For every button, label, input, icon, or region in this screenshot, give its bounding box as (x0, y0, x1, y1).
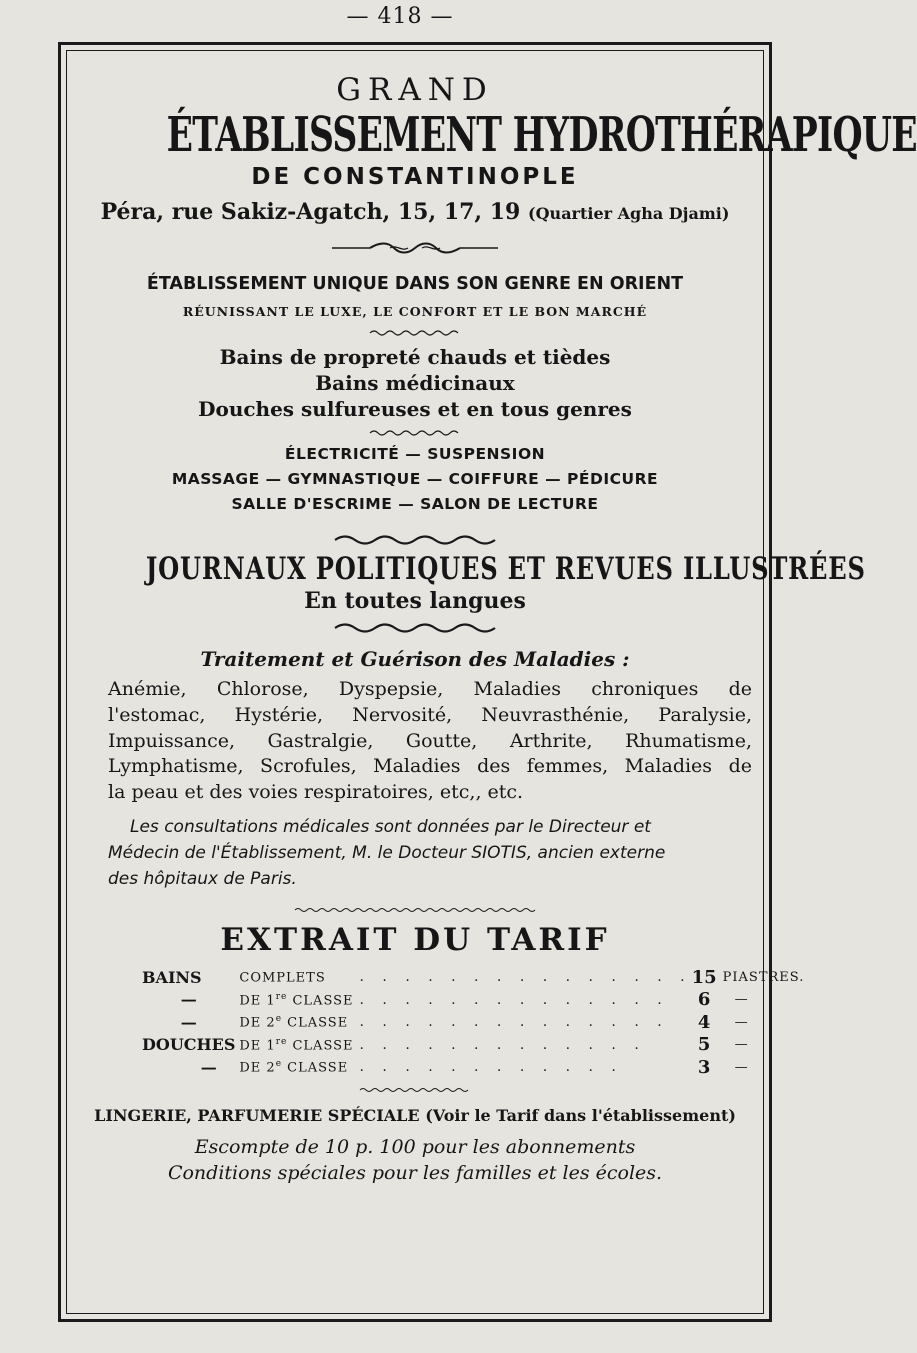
tarif-desc-text: DE 1 (239, 1037, 276, 1053)
maladies-line: la peau et des voies respiratoires, etc,, etc. (108, 781, 524, 804)
tarif-desc (239, 988, 353, 1011)
tarif-desc-text: DE 2 (239, 1060, 276, 1076)
address-street: Péra, rue Sakiz-Agatch, 15, 17, 19 (100, 199, 521, 225)
ornament-flourish (330, 240, 500, 256)
tarif-desc-text: COMPLETS (239, 970, 326, 986)
bains-line-1: Bains de propreté chauds et tièdes (219, 345, 611, 369)
maladies-line: Anémie, Chlorose, Dyspepsie, Maladies chroniques de (108, 678, 752, 700)
tarif-desc-text: DE 1 (239, 992, 276, 1008)
tarif-title: EXTRAIT DU TARIF (220, 921, 610, 958)
tarif-desc-sup: re (275, 1036, 288, 1047)
tarif-unit: — (734, 1014, 749, 1030)
tarif-row (142, 1011, 804, 1034)
consultation-line: des hôpitaux de Paris. (108, 868, 297, 889)
tarif-row (142, 988, 804, 1011)
journaux-title: JOURNAUX POLITIQUES ET REVUES ILLUSTRÉES (145, 551, 866, 587)
tarif-price: 3 (697, 1056, 711, 1078)
tarif-dots: . . . . . . . . . . . . . . (359, 991, 669, 1008)
tarif-desc-text: DE 2 (239, 1015, 276, 1031)
tarif-desc (239, 1056, 353, 1079)
header-title: ÉTABLISSEMENT HYDROTHÉRAPIQUE (166, 107, 917, 163)
maladies-line: Impuissance, Gastralgie, Goutte, Arthrite, Rhumatisme, (108, 729, 752, 752)
tarif-key: BAINS (142, 967, 202, 987)
footer-line-1: Escompte de 10 p. 100 pour les abonnements (194, 1136, 636, 1159)
tarif-row (142, 966, 804, 989)
header-address (70, 196, 760, 230)
traitement-heading: Traitement et Guérison des Maladies : (200, 647, 630, 671)
tarif-dots: . . . . . . . . . . . . . . (359, 1014, 669, 1031)
tarif-price: 5 (697, 1034, 711, 1056)
page-number: — 418 — (346, 4, 454, 29)
tarif-desc (239, 1033, 353, 1056)
tarif-unit: — (734, 1037, 749, 1053)
tarif-desc-after: CLASSE (282, 1060, 349, 1076)
tarif-desc-after: CLASSE (282, 1015, 349, 1031)
tarif-price: 15 (691, 966, 717, 988)
footer-line-2: Conditions spéciales pour les familles et les écoles. (167, 1162, 663, 1185)
tarif-key: DOUCHES (142, 1035, 236, 1055)
tarif-unit: — (734, 992, 749, 1008)
tarif-desc-after: CLASSE (287, 1037, 354, 1053)
tarif-desc (239, 966, 353, 989)
tagline-reunissant: RÉUNISSANT LE LUXE, LE CONFORT ET LE BON MARCHÉ (182, 304, 648, 319)
tarif-dots: . . . . . . . . . . . . . . . (359, 969, 692, 986)
consultation-line: Médecin de l'Établissement, M. le Docteur SIOTIS, ancien externe (108, 842, 666, 863)
tarif-desc-sup: e (275, 1059, 283, 1070)
tarif-price: 4 (697, 1011, 711, 1033)
tarif-unit: PIASTRES. (722, 969, 805, 985)
advertisement (70, 50, 917, 1310)
lingerie-line: LINGERIE, PARFUMERIE SPÉCIALE (Voir le Tarif dans l'établissement) (94, 1106, 736, 1126)
tarif-key: — (180, 1012, 197, 1032)
bains-line-2: Bains médicinaux (315, 371, 515, 395)
tarif-key: — (200, 1057, 217, 1077)
wave-divider-icon (370, 328, 460, 338)
services-line-2: MASSAGE — GYMNASTIQUE — COIFFURE — PÉDICURE (171, 470, 659, 488)
tarif-desc-sup: e (275, 1014, 283, 1025)
tarif-price: 6 (697, 989, 711, 1011)
maladies-line: Lymphatisme, Scrofules, Maladies des femmes, Maladies de (108, 755, 752, 778)
wave-divider-icon (295, 906, 535, 914)
tarif-key: — (180, 990, 197, 1010)
journaux-subtitle: En toutes langues (304, 588, 526, 614)
header-location: DE CONSTANTINOPLE (251, 164, 579, 190)
wave-divider-icon (360, 1086, 470, 1094)
header-grand: GRAND (336, 72, 494, 108)
maladies-line: l'estomac, Hystérie, Nervosité, Neuvrasthénie, Paralysie, (108, 703, 752, 726)
tarif-desc (239, 1011, 353, 1034)
wave-divider-icon (370, 428, 460, 438)
tagline-unique: ÉTABLISSEMENT UNIQUE DANS SON GENRE EN ORIENT (146, 274, 684, 294)
tarif-unit: — (734, 1059, 749, 1075)
tarif-dots: . . . . . . . . . . . . (359, 1059, 623, 1076)
consultation-paragraph (108, 814, 758, 892)
services-line-1: ÉLECTRICITÉ — SUSPENSION (284, 445, 546, 463)
tarif-desc-sup: re (275, 991, 288, 1002)
address-quarter: (Quartier Agha Djami) (528, 204, 730, 223)
consultation-line: Les consultations médicales sont données par le Directeur et (130, 816, 651, 837)
wave-divider-icon (335, 621, 495, 635)
tarif-row (142, 1033, 804, 1056)
tarif-table (142, 966, 804, 1079)
services-line-3: SALLE D'ESCRIME — SALON DE LECTURE (231, 495, 599, 513)
wave-divider-icon (335, 533, 495, 547)
maladies-paragraph (108, 677, 752, 806)
bains-line-3: Douches sulfureuses et en tous genres (198, 397, 632, 421)
tarif-dots: . . . . . . . . . . . . . (359, 1036, 646, 1053)
tarif-desc-after: CLASSE (287, 992, 354, 1008)
tarif-row (142, 1056, 804, 1079)
